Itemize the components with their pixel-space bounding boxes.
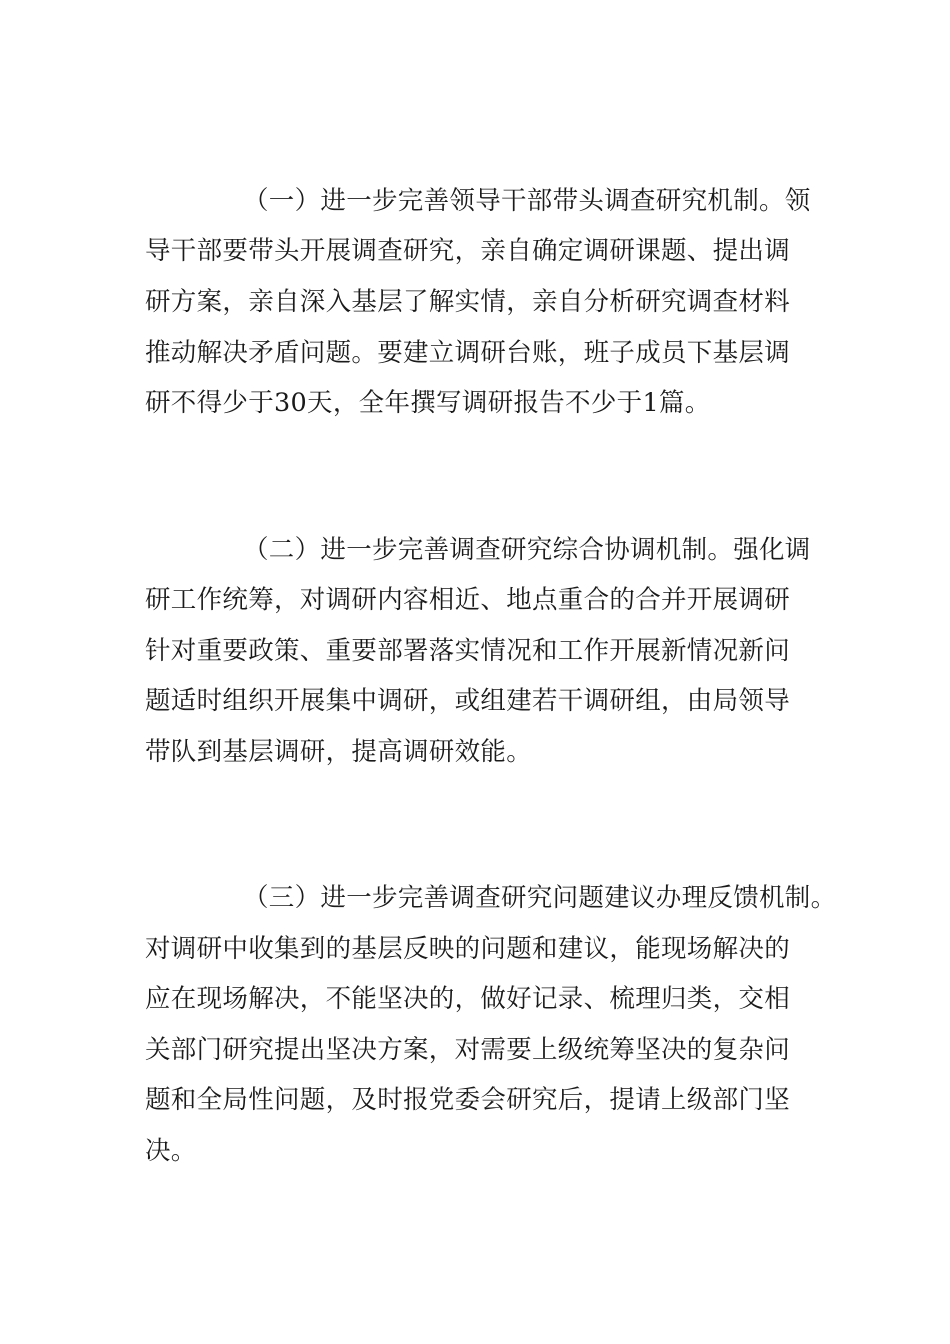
paragraph-3-line-2: 对调研中收集到的基层反映的问题和建议，能现场解决的 — [145, 934, 791, 964]
paragraph-1-line-3: 研方案，亲自深入基层了解实情，亲自分析研究调查材料 — [145, 287, 791, 317]
paragraph-3-line-6: 决。 — [145, 1136, 197, 1166]
paragraph-2-line-3: 针对重要政策、重要部署落实情况和工作开展新情况新问 — [145, 636, 791, 666]
paragraph-1-line-5: 研不得少于30天，全年撰写调研报告不少于1篇。 — [145, 388, 711, 418]
paragraph-3-line-3: 应在现场解决，不能坚决的，做好记录、梳理归类，交相 — [145, 984, 791, 1014]
paragraph-2-line-5: 带队到基层调研，提高调研效能。 — [145, 737, 533, 767]
paragraph-2-line-4: 题适时组织开展集中调研，或组建若干调研组，由局领导 — [145, 686, 791, 716]
paragraph-3-line-5: 题和全局性问题，及时报党委会研究后，提请上级部门坚 — [145, 1085, 791, 1115]
paragraph-1-line-1: （一）进一步完善领导干部带头调查研究机制。领 — [243, 186, 811, 216]
paragraph-1-line-2: 导干部要带头开展调查研究，亲自确定调研课题、提出调 — [145, 236, 791, 266]
paragraph-1-line-4: 推动解决矛盾问题。要建立调研台账，班子成员下基层调 — [145, 338, 791, 368]
paragraph-2-line-2: 研工作统筹，对调研内容相近、地点重合的合并开展调研 — [145, 585, 791, 615]
paragraph-3-line-4: 关部门研究提出坚决方案，对需要上级统筹坚决的复杂问 — [145, 1035, 791, 1065]
paragraph-3-line-1: （三）进一步完善调查研究问题建议办理反馈机制。 — [243, 883, 837, 913]
paragraph-2-line-1: （二）进一步完善调查研究综合协调机制。强化调 — [243, 535, 811, 565]
